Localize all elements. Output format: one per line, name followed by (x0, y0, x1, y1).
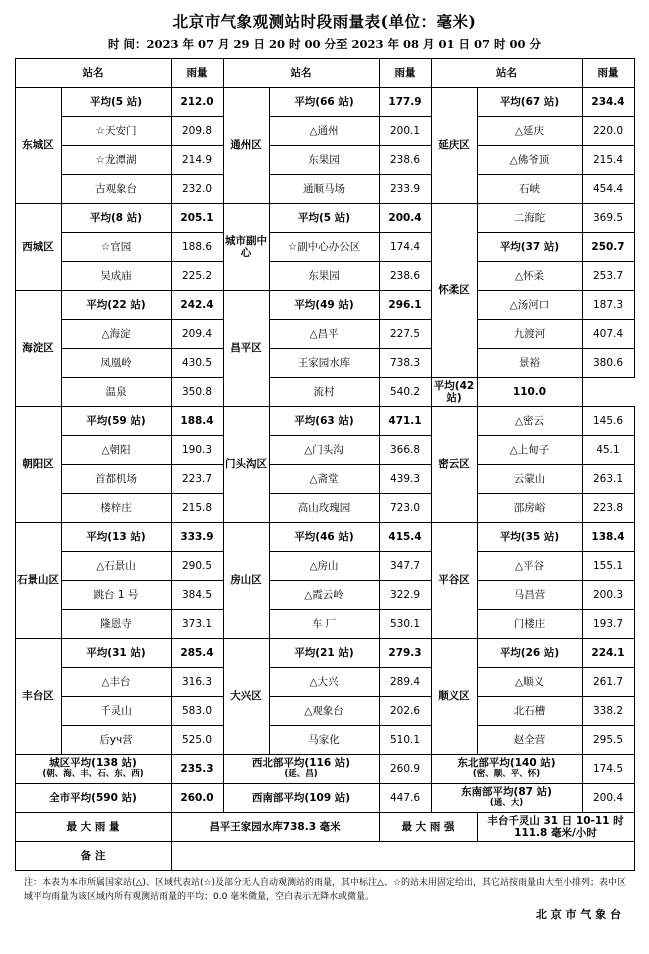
station-name: △观象台 (269, 697, 379, 726)
station-name: △上甸子 (477, 436, 582, 465)
summary-label-urban-main: 城区平均(138 站) (49, 757, 137, 770)
table-row (15, 204, 634, 233)
table-row (15, 697, 634, 726)
rain-value: 110.0 (477, 378, 582, 407)
station-name: △汤河口 (477, 291, 582, 320)
station-name: 跳台 1 号 (61, 581, 171, 610)
station-name: 平均(13 站) (61, 523, 171, 552)
table-row (15, 146, 634, 175)
station-name: 平均(26 站) (477, 639, 582, 668)
rain-value: 253.7 (582, 262, 634, 291)
table-row (15, 291, 634, 320)
station-name: △佛爷顶 (477, 146, 582, 175)
table-row (15, 262, 634, 291)
station-name: 门楼庄 (477, 610, 582, 639)
table-row (15, 639, 634, 668)
summary-label-northwest (223, 755, 379, 784)
rain-value: 193.7 (582, 610, 634, 639)
station-name: 吴成庙 (61, 262, 171, 291)
station-name: ☆官园 (61, 233, 171, 262)
rain-value: 225.2 (171, 262, 223, 291)
station-name: △密云 (477, 407, 582, 436)
rain-value: 261.7 (582, 668, 634, 697)
station-name: △延庆 (477, 117, 582, 146)
table-header-row (15, 59, 634, 88)
station-name: 马昌营 (477, 581, 582, 610)
rain-value: 723.0 (379, 494, 431, 523)
col-header-rain-2: 雨量 (379, 59, 431, 88)
col-header-station-2: 站名 (223, 59, 379, 88)
station-name: 车 厂 (269, 610, 379, 639)
summary-label-northeast (431, 755, 582, 784)
district-label: 石景山区 (15, 523, 61, 639)
table-row (15, 349, 634, 378)
station-name: △霞云岭 (269, 581, 379, 610)
summary-label-urban (15, 755, 171, 784)
remark-row (15, 842, 634, 871)
station-name: △斋堂 (269, 465, 379, 494)
district-label: 大兴区 (223, 639, 269, 755)
summary-value-urban: 235.3 (171, 755, 223, 784)
table-row (15, 552, 634, 581)
table-row (15, 117, 634, 146)
rain-value: 347.7 (379, 552, 431, 581)
rain-value: 454.4 (582, 175, 634, 204)
summary-value-northwest: 260.9 (379, 755, 431, 784)
rain-value: 540.2 (379, 378, 431, 407)
rain-value: 220.0 (582, 117, 634, 146)
rain-value: 224.1 (582, 639, 634, 668)
rainfall-table (15, 58, 635, 871)
table-row (15, 581, 634, 610)
station-name: △怀柔 (477, 262, 582, 291)
district-label: 平谷区 (431, 523, 477, 639)
summary-value-southeast: 200.4 (582, 784, 634, 813)
rain-value: 45.1 (582, 436, 634, 465)
summary-label-southeast (431, 784, 582, 813)
district-label: 通州区 (223, 88, 269, 204)
rain-value: 233.9 (379, 175, 431, 204)
station-name: △通州 (269, 117, 379, 146)
station-name: 平均(59 站) (61, 407, 171, 436)
station-name: 流村 (269, 378, 379, 407)
station-name: 平均(49 站) (269, 291, 379, 320)
rain-value: 250.7 (582, 233, 634, 262)
rain-value: 415.4 (379, 523, 431, 552)
station-name: △房山 (269, 552, 379, 581)
station-name: △门头沟 (269, 436, 379, 465)
rain-value: 510.1 (379, 726, 431, 755)
station-name: 平均(22 站) (61, 291, 171, 320)
summary-row (15, 784, 634, 813)
summary-label-northwest-sub: (延、昌) (284, 769, 318, 780)
rain-value: 530.1 (379, 610, 431, 639)
district-label: 朝阳区 (15, 407, 61, 523)
station-name: 温泉 (61, 378, 171, 407)
district-label: 丰台区 (15, 639, 61, 755)
max-rain-value: 昌平王家园水库738.3 毫米 (171, 813, 379, 842)
rain-value: 205.1 (171, 204, 223, 233)
station-name: 平均(42 站) (431, 378, 477, 407)
rain-value: 145.6 (582, 407, 634, 436)
rain-value: 177.9 (379, 88, 431, 117)
station-name: △顺义 (477, 668, 582, 697)
station-name: △海淀 (61, 320, 171, 349)
station-name: 平均(66 站) (269, 88, 379, 117)
station-name: △丰台 (61, 668, 171, 697)
rain-value: 333.9 (171, 523, 223, 552)
station-name: △平谷 (477, 552, 582, 581)
district-label: 怀柔区 (431, 204, 477, 378)
station-name: 平均(35 站) (477, 523, 582, 552)
rain-value: 238.6 (379, 262, 431, 291)
district-label: 东城区 (15, 88, 61, 204)
station-name: 千灵山 (61, 697, 171, 726)
rain-value: 263.1 (582, 465, 634, 494)
station-name: 九渡河 (477, 320, 582, 349)
col-header-rain-1: 雨量 (171, 59, 223, 88)
station-name: 石峡 (477, 175, 582, 204)
station-name: 马家化 (269, 726, 379, 755)
rain-value: 384.5 (171, 581, 223, 610)
district-label: 房山区 (223, 523, 269, 639)
summary-label-southwest: 西南部平均(109 站) (223, 784, 379, 813)
rain-value: 439.3 (379, 465, 431, 494)
summary-row (15, 755, 634, 784)
rain-value: 338.2 (582, 697, 634, 726)
rain-value: 407.4 (582, 320, 634, 349)
station-name: ☆副中心办公区 (269, 233, 379, 262)
rain-value: 350.8 (171, 378, 223, 407)
rain-value: 138.4 (582, 523, 634, 552)
table-row (15, 436, 634, 465)
rain-value: 285.4 (171, 639, 223, 668)
summary-label-citywide: 全市平均(590 站) (15, 784, 171, 813)
rain-value: 583.0 (171, 697, 223, 726)
rain-value: 232.0 (171, 175, 223, 204)
rain-value: 200.1 (379, 117, 431, 146)
rain-value: 214.9 (171, 146, 223, 175)
station-name: 通顺马场 (269, 175, 379, 204)
district-label: 密云区 (431, 407, 477, 523)
station-name: 二海陀 (477, 204, 582, 233)
time-range-subtitle: 时 间：2023 年 07 月 29 日 20 时 00 分至 2023 年 08 月 01 日 07 时 00 分 (107, 37, 542, 51)
col-header-station-1: 站名 (15, 59, 171, 88)
station-name: 平均(37 站) (477, 233, 582, 262)
station-name: 平均(21 站) (269, 639, 379, 668)
rain-value: 296.1 (379, 291, 431, 320)
rain-value: 188.6 (171, 233, 223, 262)
station-name: 王家园水库 (269, 349, 379, 378)
district-label: 西城区 (15, 204, 61, 291)
station-name: 平均(46 站) (269, 523, 379, 552)
rain-value: 200.4 (379, 204, 431, 233)
rain-value: 215.8 (171, 494, 223, 523)
table-row (15, 378, 634, 407)
rain-value: 290.5 (171, 552, 223, 581)
rain-value: 187.3 (582, 291, 634, 320)
summary-value-northeast: 174.5 (582, 755, 634, 784)
district-label: 城市副中心 (223, 204, 269, 291)
station-name: △昌平 (269, 320, 379, 349)
max-intensity-label: 最 大 雨 强 (379, 813, 477, 842)
rain-value: 223.7 (171, 465, 223, 494)
rain-value: 188.4 (171, 407, 223, 436)
table-row (15, 668, 634, 697)
remark-value (171, 842, 634, 871)
summary-label-southeast-main: 东南部平均(87 站) (461, 786, 552, 799)
station-name: 平均(31 站) (61, 639, 171, 668)
summary-label-northeast-sub: (密、顺、平、怀) (472, 769, 541, 780)
table-row (15, 523, 634, 552)
rain-value: 209.8 (171, 117, 223, 146)
district-label: 门头沟区 (223, 407, 269, 523)
table-row (15, 88, 634, 117)
district-label: 延庆区 (431, 88, 477, 204)
station-name: 平均(5 站) (61, 88, 171, 117)
station-name: 高山玫瑰园 (269, 494, 379, 523)
station-name: 邵房峪 (477, 494, 582, 523)
station-name: 隆恩寺 (61, 610, 171, 639)
rain-value: 369.5 (582, 204, 634, 233)
table-row (15, 610, 634, 639)
rain-value: 316.3 (171, 668, 223, 697)
rain-value: 155.1 (582, 552, 634, 581)
rain-value: 295.5 (582, 726, 634, 755)
rain-value: 279.3 (379, 639, 431, 668)
rain-value: 212.0 (171, 88, 223, 117)
table-row (15, 494, 634, 523)
table-row (15, 175, 634, 204)
station-name: 古观象台 (61, 175, 171, 204)
summary-label-southeast-sub: (通、大) (489, 798, 524, 809)
station-name: 东果园 (269, 146, 379, 175)
max-row (15, 813, 634, 842)
station-name: 楼梓庄 (61, 494, 171, 523)
station-name: 后уч营 (61, 726, 171, 755)
summary-label-northwest-main: 西北部平均(116 站) (251, 757, 351, 770)
rain-value: 289.4 (379, 668, 431, 697)
rain-value: 373.1 (171, 610, 223, 639)
rain-value: 227.5 (379, 320, 431, 349)
rain-value: 215.4 (582, 146, 634, 175)
station-name: ☆龙潭湖 (61, 146, 171, 175)
station-name: △石景山 (61, 552, 171, 581)
max-rain-label: 最 大 雨 量 (15, 813, 171, 842)
district-label: 海淀区 (15, 291, 61, 407)
rain-value: 223.8 (582, 494, 634, 523)
station-name: 东果园 (269, 262, 379, 291)
rain-value: 525.0 (171, 726, 223, 755)
table-row (15, 726, 634, 755)
rain-value: 380.6 (582, 349, 634, 378)
table-row (15, 233, 634, 262)
station-name: 平均(5 站) (269, 204, 379, 233)
station-name: △朝阳 (61, 436, 171, 465)
rain-value: 242.4 (171, 291, 223, 320)
station-name: 云蒙山 (477, 465, 582, 494)
station-name: 平均(8 站) (61, 204, 171, 233)
station-name: 赵全营 (477, 726, 582, 755)
summary-value-citywide: 260.0 (171, 784, 223, 813)
rain-value: 366.8 (379, 436, 431, 465)
max-intensity-value: 丰台千灵山 31 日 10-11 时 111.8 毫米/小时 (477, 813, 634, 842)
rain-value: 234.4 (582, 88, 634, 117)
footnote: 注：本表为本市所属国家站(△)、区域代表站(☆)及部分无人自动观测站的雨量，其中标注△、☆的站未用固定给出，其它站按雨量由大至小排列；表中区域平均雨量为该区域内所有观测站雨量的平均；0.0 毫米微量，空白表示无降水或微量。 (24, 878, 627, 902)
summary-label-northeast-main: 东北部平均(140 站) (457, 757, 556, 770)
table-row (15, 407, 634, 436)
rain-value: 174.4 (379, 233, 431, 262)
table-row (15, 320, 634, 349)
rain-value: 200.3 (582, 581, 634, 610)
col-header-rain-3: 雨量 (582, 59, 634, 88)
summary-value-southwest: 447.6 (379, 784, 431, 813)
summary-label-urban-sub: (朝、海、丰、石、东、西) (42, 769, 144, 780)
district-label: 顺义区 (431, 639, 477, 755)
remark-label: 备 注 (15, 842, 171, 871)
rain-value: 738.3 (379, 349, 431, 378)
rain-value: 202.6 (379, 697, 431, 726)
rain-value: 430.5 (171, 349, 223, 378)
station-name: ☆天安门 (61, 117, 171, 146)
rain-value: 238.6 (379, 146, 431, 175)
rain-value: 209.4 (171, 320, 223, 349)
station-name: 首都机场 (61, 465, 171, 494)
table-row (15, 465, 634, 494)
rain-value: 471.1 (379, 407, 431, 436)
station-name: 平均(67 站) (477, 88, 582, 117)
rain-value: 190.3 (171, 436, 223, 465)
station-name: 景裕 (477, 349, 582, 378)
rain-value: 322.9 (379, 581, 431, 610)
station-name: 凤凰岭 (61, 349, 171, 378)
page-title: 北京市气象观测站时段雨量表(单位：毫米) (172, 12, 477, 31)
signature: 北 京 市 气 象 台 (535, 908, 621, 921)
station-name: 北石槽 (477, 697, 582, 726)
station-name: △大兴 (269, 668, 379, 697)
district-label: 昌平区 (223, 291, 269, 407)
col-header-station-3: 站名 (431, 59, 582, 88)
station-name: 平均(63 站) (269, 407, 379, 436)
